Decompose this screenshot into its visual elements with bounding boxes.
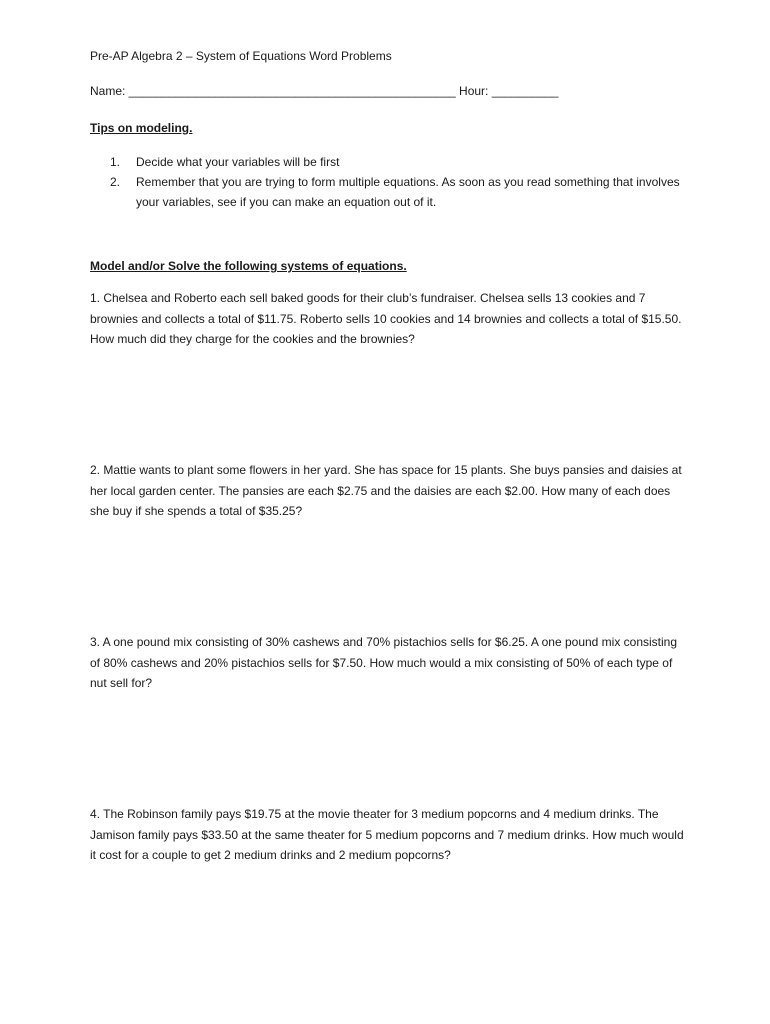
section-heading: Model and/or Solve the following systems of equations.: [90, 259, 407, 273]
name-hour-line: Name: _________________________________________________ Hour: __________: [90, 84, 559, 98]
tip-item: [110, 172, 690, 212]
problem-4: 4. The Robinson family pays $19.75 at the movie theater for 3 medium popcorns and 4 medium drinks. The Jamison family pays $33.50 at the same theater for 5 medium popcorns and 7 medium drinks. How much would it cost for a couple to get 2 medium drinks and 2 medium popcorns?: [90, 807, 684, 862]
tip-text: Decide what your variables will be first: [136, 155, 340, 169]
tip-text: Remember that you are trying to form multiple equations. As soon as you read something that involves your variables, see if you can make an equation out of it.: [136, 175, 680, 209]
page-title: Pre-AP Algebra 2 – System of Equations Word Problems: [90, 49, 392, 63]
tip-item: [110, 152, 690, 172]
tip-number: 2.: [110, 175, 121, 189]
tips-list: [110, 152, 690, 212]
problem-2: 2. Mattie wants to plant some flowers in her yard. She has space for 15 plants. She buys pansies and daisies at her local garden center. The pansies are each $2.75 and the daisies are each $2.00. How many of each does she buy if she spends a total of $35.25?: [90, 463, 682, 518]
tips-heading: Tips on modeling.: [90, 121, 193, 135]
problem-1: 1. Chelsea and Roberto each sell baked goods for their club’s fundraiser. Chelsea sells 13 cookies and 7 brownies and collects a total of $11.75. Roberto sells 10 cookies and 14 brownies and collects a total of $15.50. How much did they charge for the cookies and the brownies?: [90, 291, 682, 346]
problem-3: 3. A one pound mix consisting of 30% cashews and 70% pistachios sells for $6.25. A one pound mix consisting of 80% cashews and 20% pistachios sells for $7.50. How much would a mix consisting of 50% of each type of nut sell for?: [90, 635, 678, 690]
tip-number: 1.: [110, 155, 121, 169]
